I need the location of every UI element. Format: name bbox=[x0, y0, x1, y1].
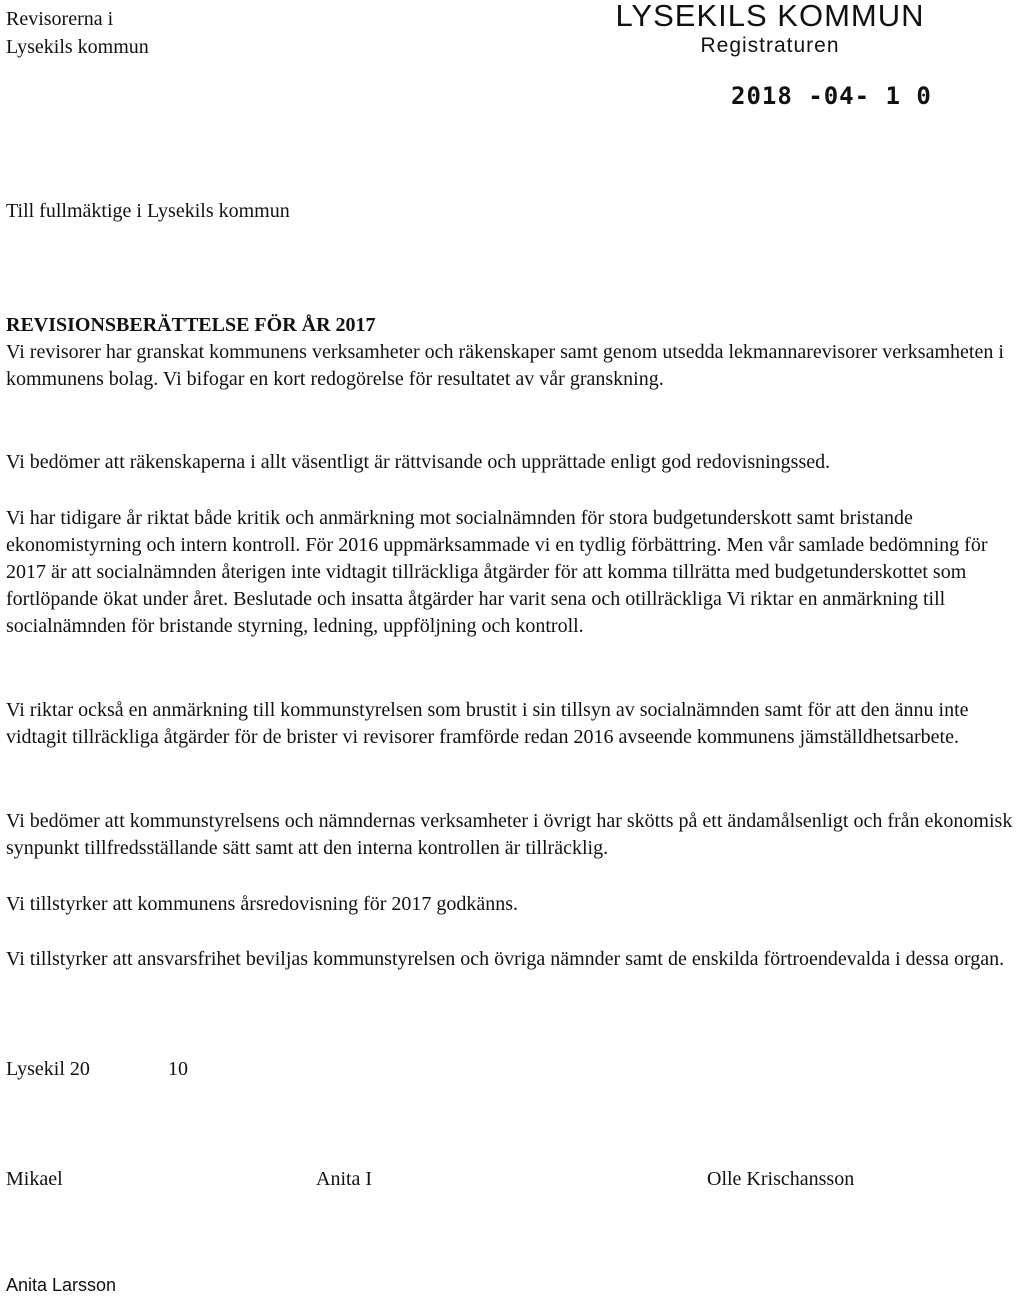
paragraph-accounts: Vi bedömer att räkenskaperna i allt väsentligt är rättvisande och upprättade enligt god redovisningssed. bbox=[6, 451, 831, 473]
paragraph-discharge: Vi tillstyrker att ansvarsfrihet beviljas kommunstyrelsen och övriga nämnder samt de enskilda förtroendevalda i dessa organ. bbox=[6, 948, 1005, 970]
registry-stamp-organization: LYSEKILS KOMMUN bbox=[615, 0, 925, 33]
paragraph-social-committee: Vi har tidigare år riktat både kritik och anmärkning mot socialnämnden för stora budgetunderskott samt bristande ekonomistyrning och intern kontroll. För 2016 uppmärksammade vi en tydlig förbättring. Men vår samlade bedömning för 2017 är att socialnämnden återigen inte vidtagit tillräckliga åtgärder för att komma tillrätta med budgetunderskottet som fortlöpande ökat under året. Beslutade och insatta åtgärder har varit sena och otillräckliga Vi riktar en anmärkning till socialnämnden för bristande styrning, ledning, uppföljning och kontroll. bbox=[6, 507, 988, 637]
signatory-3: Olle Krischansson bbox=[707, 1168, 855, 1190]
paragraph-scope: Vi revisorer har granskat kommunens verksamheter och räkenskaper samt genom utsedda lekmannarevisorer verksamheten i kommunens bolag. Vi bifogar en kort redogörelse för resultatet av vår granskning. bbox=[6, 341, 1004, 390]
paragraph-municipal-board: Vi riktar också en anmärkning till kommunstyrelsen som brustit i sin tillsyn av socialnämnden samt för att den ännu inte vidtagit tillräckliga åtgärder för de brister vi revisorer framförde redan 2016 avseende kommunens jämställdhetsarbete. bbox=[6, 699, 969, 748]
place-date-day: 10 bbox=[168, 1058, 188, 1080]
registry-stamp-department: Registraturen bbox=[700, 34, 840, 57]
paragraph-annual-report: Vi tillstyrker att kommunens årsredovisning för 2017 godkänns. bbox=[6, 893, 519, 915]
registry-stamp-date: 2018 -04- 1 0 bbox=[731, 82, 932, 110]
paragraph-operations: Vi bedömer att kommunstyrelsens och nämndernas verksamheter i övrigt har skötts på ett ändamålsenligt och från ekonomisk synpunkt tillfredsställande sätt samt att den interna kontrollen är tillräcklig. bbox=[6, 810, 1013, 859]
signatory-1: Mikael bbox=[6, 1168, 63, 1190]
signatory-4: Anita Larsson bbox=[6, 1275, 117, 1295]
signatory-2: Anita I bbox=[316, 1168, 373, 1190]
sender-line-1: Revisorerna i bbox=[6, 8, 114, 30]
document-title: REVISIONSBERÄTTELSE FÖR ÅR 2017 bbox=[6, 314, 376, 336]
sender-line-2: Lysekils kommun bbox=[6, 36, 149, 58]
recipient-line: Till fullmäktige i Lysekils kommun bbox=[6, 200, 290, 222]
place-date-place: Lysekil 20 bbox=[6, 1058, 90, 1080]
